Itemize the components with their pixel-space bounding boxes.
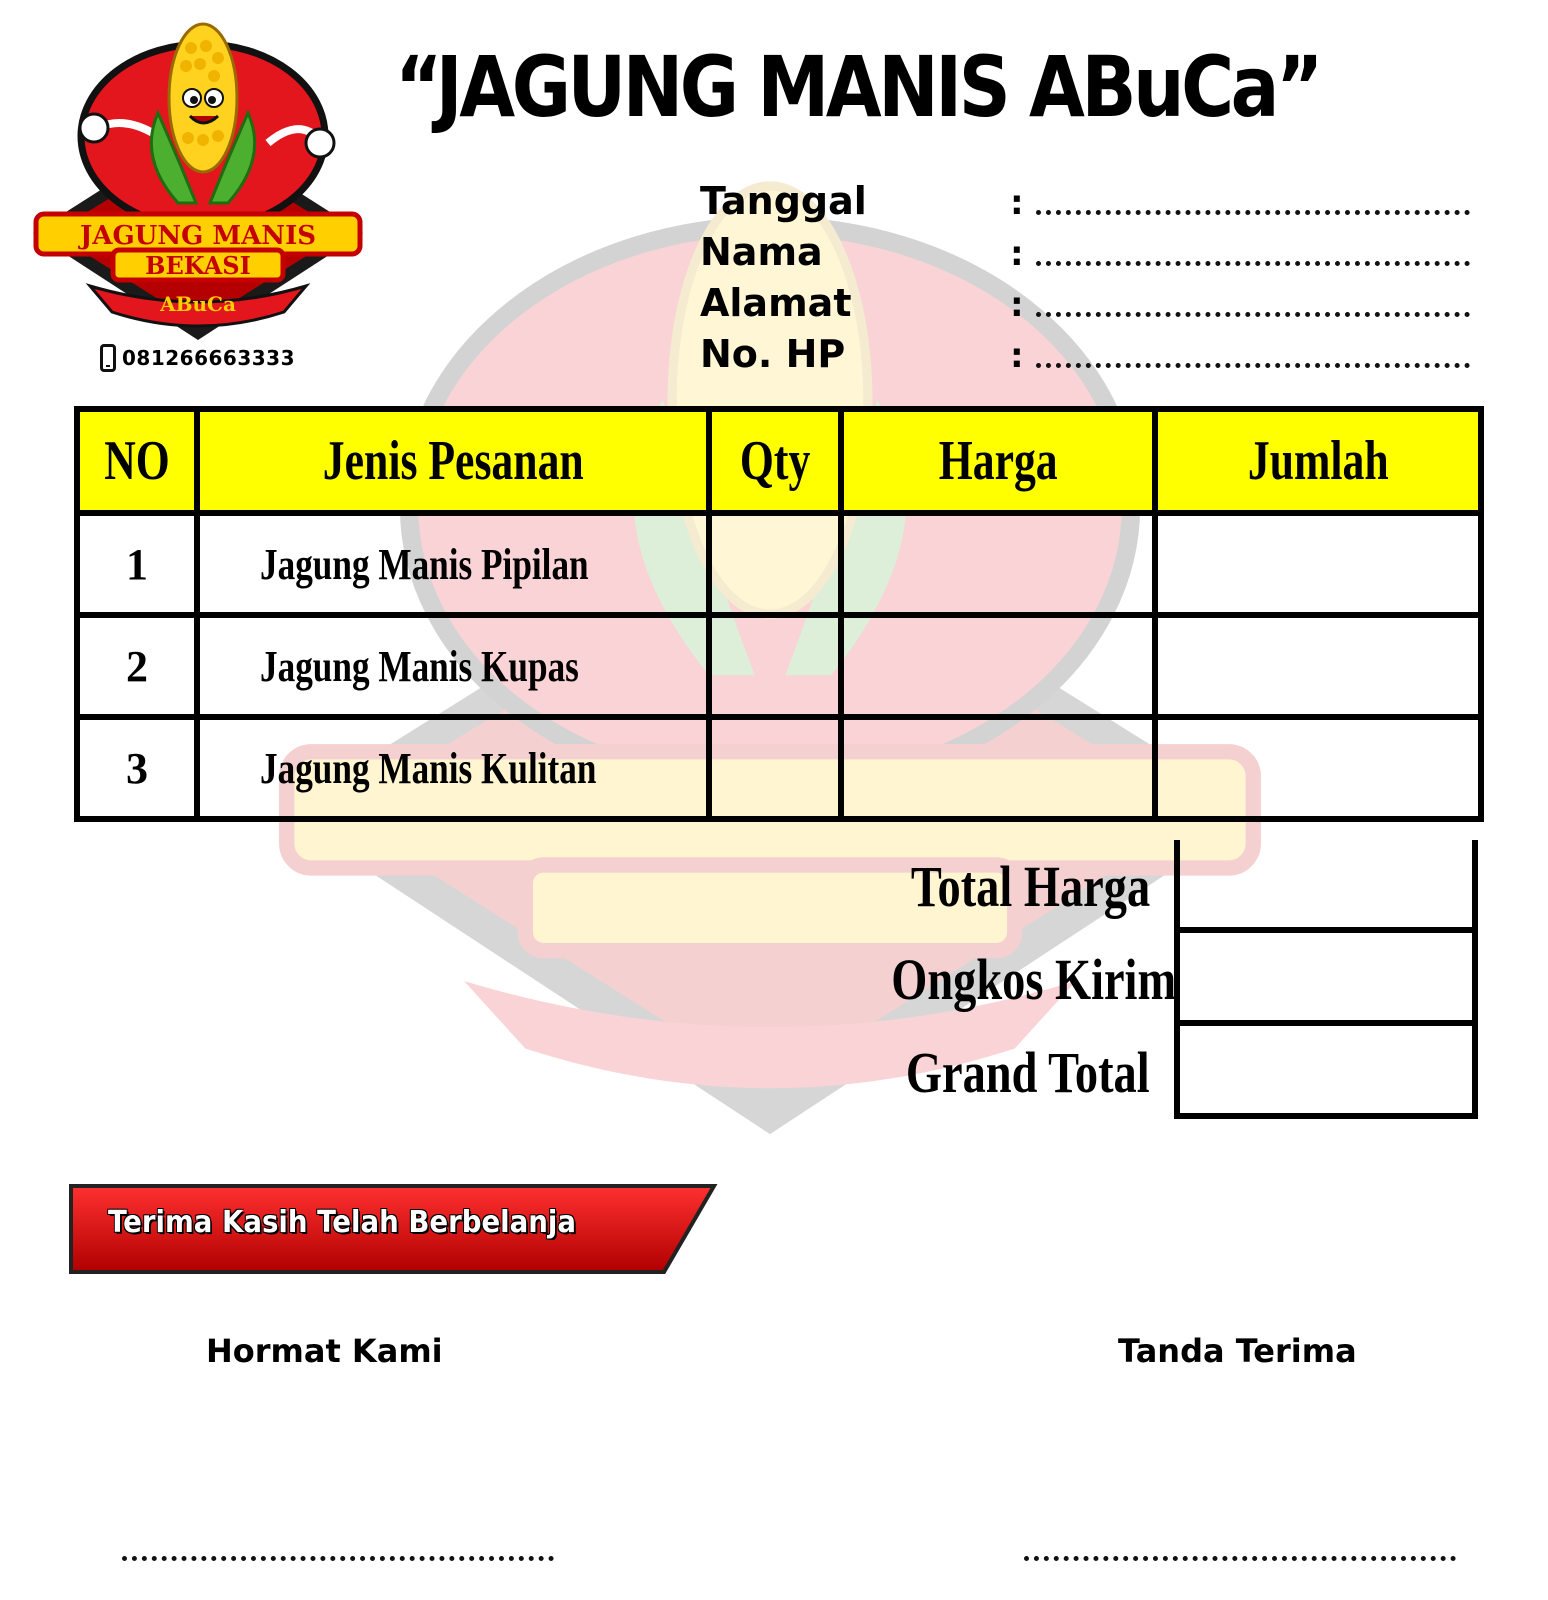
- logo-line-1: JAGUNG MANIS: [79, 221, 317, 251]
- item-name: Jagung Manis Kulitan: [197, 717, 709, 819]
- no-hp-field[interactable]: [1036, 333, 1470, 368]
- harga-cell[interactable]: [841, 615, 1155, 717]
- column-header-harga: Harga: [841, 409, 1155, 513]
- table-row: [77, 717, 1481, 819]
- thank-you-banner: [68, 1183, 718, 1275]
- table-header-row: [77, 409, 1481, 513]
- qty-cell[interactable]: [709, 717, 841, 819]
- ongkos-kirim-row: [820, 933, 1478, 1026]
- thank-you-text: Terima Kasih Telah Berbelanja: [108, 1205, 576, 1240]
- logo-banner: ABuCa: [160, 292, 236, 316]
- qty-cell[interactable]: [709, 513, 841, 615]
- info-label: Tanggal: [700, 179, 867, 223]
- column-header-qty: Qty: [709, 409, 841, 513]
- info-colon: :: [1010, 336, 1024, 376]
- tanda-terima-label: Tanda Terima: [1118, 1332, 1357, 1370]
- harga-cell[interactable]: [841, 513, 1155, 615]
- brand-logo: [28, 18, 368, 348]
- page-title: “JAGUNG MANIS ABuCa”: [395, 38, 1321, 136]
- grand-total-row: [820, 1026, 1478, 1119]
- order-table: [74, 406, 1484, 822]
- tanggal-field[interactable]: [1036, 180, 1470, 215]
- info-row-nama: [700, 223, 1480, 274]
- info-row-alamat: [700, 274, 1480, 325]
- nama-field[interactable]: [1036, 231, 1470, 266]
- column-header-jumlah: Jumlah: [1155, 409, 1481, 513]
- phone-number: 081266663333: [122, 346, 295, 370]
- info-colon: :: [1010, 285, 1024, 325]
- column-header-no: NO: [77, 409, 197, 513]
- row-number: 2: [77, 615, 197, 717]
- tanda-terima-signature-line[interactable]: [1024, 1552, 1456, 1561]
- total-harga-field[interactable]: [1174, 840, 1478, 933]
- info-colon: :: [1010, 234, 1024, 274]
- row-number: 3: [77, 717, 197, 819]
- total-harga-row: [820, 840, 1478, 933]
- hormat-kami-label: Hormat Kami: [206, 1332, 443, 1370]
- totals-section: [820, 840, 1478, 1119]
- jumlah-cell[interactable]: [1155, 717, 1481, 819]
- info-row-tanggal: [700, 172, 1480, 223]
- info-colon: :: [1010, 183, 1024, 223]
- qty-cell[interactable]: [709, 615, 841, 717]
- grand-total-label: Grand Total: [906, 1040, 1150, 1105]
- smartphone-icon: [100, 344, 116, 372]
- ongkos-kirim-field[interactable]: [1174, 933, 1478, 1026]
- jumlah-cell[interactable]: [1155, 615, 1481, 717]
- info-label: No. HP: [700, 332, 846, 376]
- hormat-kami-signature-line[interactable]: [122, 1552, 554, 1561]
- ongkos-kirim-label: Ongkos Kirim: [891, 947, 1177, 1012]
- info-label: Alamat: [700, 281, 852, 325]
- item-name: Jagung Manis Pipilan: [197, 513, 709, 615]
- grand-total-field[interactable]: [1174, 1026, 1478, 1119]
- customer-info: [700, 172, 1480, 376]
- info-label: Nama: [700, 230, 823, 274]
- item-name: Jagung Manis Kupas: [197, 615, 709, 717]
- phone-contact: [100, 344, 295, 372]
- table-row: [77, 513, 1481, 615]
- row-number: 1: [77, 513, 197, 615]
- alamat-field[interactable]: [1036, 282, 1470, 317]
- info-row-no-hp: [700, 325, 1480, 376]
- column-header-jenis-pesanan: Jenis Pesanan: [197, 409, 709, 513]
- total-harga-label: Total Harga: [910, 854, 1150, 919]
- logo-line-2: BEKASI: [145, 251, 251, 280]
- harga-cell[interactable]: [841, 717, 1155, 819]
- jumlah-cell[interactable]: [1155, 513, 1481, 615]
- table-row: [77, 615, 1481, 717]
